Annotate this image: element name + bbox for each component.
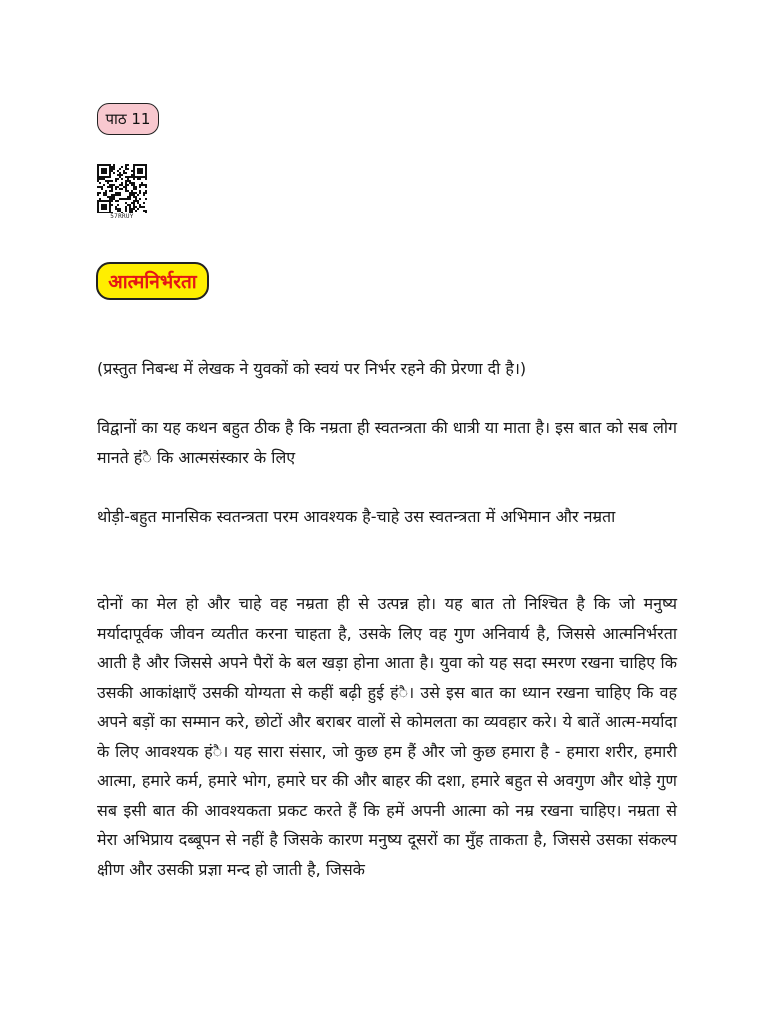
qr-code-text: 57RRUY xyxy=(110,213,134,220)
body-paragraph-3: दोनों का मेल हो और चाहे वह नम्रता ही से उत्पन्न हो। यह बात तो निश्चित है कि जो मनुष्य मर्यादापूर्वक जीवन व्यतीत करना चाहता है, उसके लिए वह गुण अनिवार्य है, जिससे आत्मनिर्भरता आती है और जिससे अपने पैरों के बल खड़ा होना आता है। युवा को यह सदा स्मरण रखना चाहिए कि उसकी आकांक्षाएँ उसकी योग्यता से कहीं बढ़ी हुई हंै। उसे इस बात का ध्यान रखना चाहिए कि वह अपने बड़ों का सम्मान करे, छोटों और बराबर वालों से कोमलता का व्यवहार करे। ये बातें आत्म-मर्यादा के लिए आवश्यक हंै। यह सारा संसार, जो कुछ हम हैं और जो कुछ हमारा है - हमारा शरीर, हमारी आत्मा, हमारे कर्म, हमारे भोग, हमारे घर की और बाहर की दशा, हमारे बहुत से अवगुण और थोड़े गुण सब इसी बात की आवश्यकता प्रकट करते हैं कि हमें अपनी आत्मा को नम्र रखना चाहिए। नम्रता से मेरा अभिप्राय दब्बूपन से नहीं है जिसके कारण मनुष्य दूसरों का मुँह ताकता है, जिससे उसका संकल्प क्षीण और उसकी प्रज्ञा मन्द हो जाती है, जिसके xyxy=(97,594,677,879)
lesson-number-badge xyxy=(97,103,159,135)
qr-code[interactable] xyxy=(96,163,148,221)
intro-paragraph: (प्रस्तुत निबन्ध में लेखक ने युवकों को स्वयं पर निर्भर रहने की प्रेरणा दी है।) xyxy=(97,359,527,378)
body-paragraph-2: थोड़ी-बहुत मानसिक स्वतन्त्रता परम आवश्यक है-चाहे उस स्वतन्त्रता में अभिमान और नम्रता xyxy=(97,507,616,526)
qr-code-icon xyxy=(96,163,148,213)
body-paragraph-1: विद्वानों का यह कथन बहुत ठीक है कि नम्रता ही स्वतन्त्रता की धात्री या माता है। इस बात को सब लोग मानते हंै कि आत्मसंस्कार के लिए xyxy=(97,418,677,467)
chapter-title-badge xyxy=(96,262,209,300)
chapter-title: आत्मनिर्भरता xyxy=(108,271,197,293)
lesson-number-label: पाठ 11 xyxy=(105,110,151,128)
